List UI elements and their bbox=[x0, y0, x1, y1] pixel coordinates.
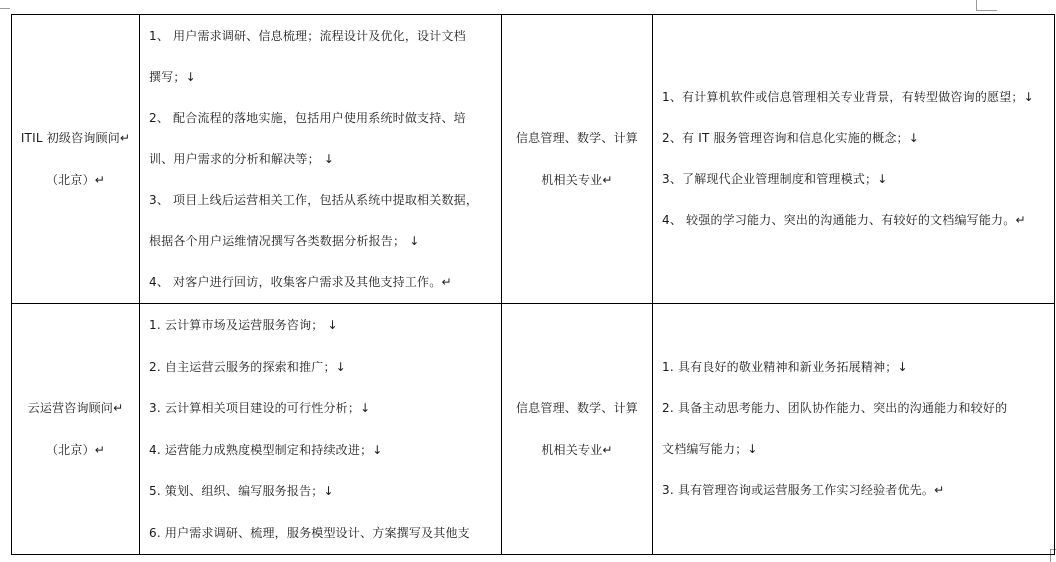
requirement-line: 2. 具备主动思考能力、团队协作能力、突出的沟通能力和较好的 bbox=[662, 401, 1008, 415]
requirements-list bbox=[653, 77, 1054, 241]
duties-cell bbox=[140, 304, 502, 555]
page-corner-mark bbox=[0, 8, 10, 10]
major-text: 机相关专业↵ bbox=[541, 173, 613, 187]
duty-line: 训、用户需求的分析和解决等； ↓ bbox=[149, 151, 335, 166]
major-text: 信息管理、数学、计算 bbox=[515, 401, 638, 415]
position-cell bbox=[12, 15, 140, 304]
requirements-cell bbox=[653, 304, 1055, 555]
position-location: （北京）↵ bbox=[45, 173, 106, 187]
major-text: 机相关专业↵ bbox=[541, 443, 613, 457]
page-corner-mark bbox=[976, 0, 997, 11]
major-cell bbox=[502, 304, 653, 555]
duty-line: 6. 用户需求调研、梳理，服务模型设计、方案撰写及其他支 bbox=[149, 525, 470, 540]
duty-line: 根据各个用户运维情况撰写各类数据分析报告； ↓ bbox=[149, 233, 420, 248]
requirement-line: 2、有 IT 服务管理咨询和信息化实施的概念；↓ bbox=[662, 131, 919, 145]
requirement-line: 1. 具有良好的敬业精神和新业务拓展精神；↓ bbox=[662, 360, 908, 374]
position-location: （北京）↵ bbox=[45, 443, 106, 457]
job-requirements-table bbox=[11, 14, 1055, 555]
duty-line: 2、 配合流程的落地实施，包括用户使用系统时做支持、培 bbox=[149, 110, 466, 125]
major-text: 信息管理、数学、计算 bbox=[515, 131, 638, 145]
requirement-line: 3、了解现代企业管理制度和管理模式；↓ bbox=[662, 172, 888, 186]
duty-line: 5. 策划、组织、编写服务报告；↓ bbox=[149, 484, 334, 498]
requirement-line: 3. 具有管理咨询或运营服务工作实习经验者优先。↵ bbox=[662, 483, 945, 497]
position-title: 云运营咨询顾问↵ bbox=[27, 401, 124, 415]
duty-line: 撰写；↓ bbox=[149, 69, 196, 84]
requirements-cell bbox=[653, 15, 1055, 304]
duty-line: 4. 运营能力成熟度模型制定和持续改进；↓ bbox=[149, 442, 383, 457]
duties-cell bbox=[140, 15, 502, 304]
table-row bbox=[12, 15, 1055, 304]
duty-line: 4、 对客户进行回访，收集客户需求及其他支持工作。↵ bbox=[149, 274, 452, 289]
duty-line: 3、 项目上线后运营相关工作，包括从系统中提取相关数据， bbox=[149, 192, 479, 207]
major-cell bbox=[502, 15, 653, 304]
position-title: ITIL 初级咨询顾问↵ bbox=[20, 131, 131, 145]
requirement-line: 4、 较强的学习能力、突出的沟通能力、有较好的文档编写能力。↵ bbox=[662, 213, 1026, 227]
requirements-list bbox=[653, 347, 1054, 511]
duties-list bbox=[140, 304, 501, 554]
duty-line: 1. 云计算市场及运营服务咨询； ↓ bbox=[149, 318, 338, 332]
duty-line: 3. 云计算相关项目建设的可行性分析；↓ bbox=[149, 401, 371, 415]
duty-line: 2. 自主运营云服务的探索和推广；↓ bbox=[149, 359, 346, 374]
duties-list bbox=[140, 16, 501, 303]
table-row bbox=[12, 304, 1055, 555]
position-cell bbox=[12, 304, 140, 555]
requirement-line: 1、有计算机软件或信息管理相关专业背景，有转型做咨询的愿望；↓ bbox=[662, 90, 1034, 104]
duty-line: 1、 用户需求调研、信息梳理；流程设计及优化，设计文档 bbox=[149, 28, 466, 43]
requirement-line: 文档编写能力；↓ bbox=[662, 442, 758, 456]
